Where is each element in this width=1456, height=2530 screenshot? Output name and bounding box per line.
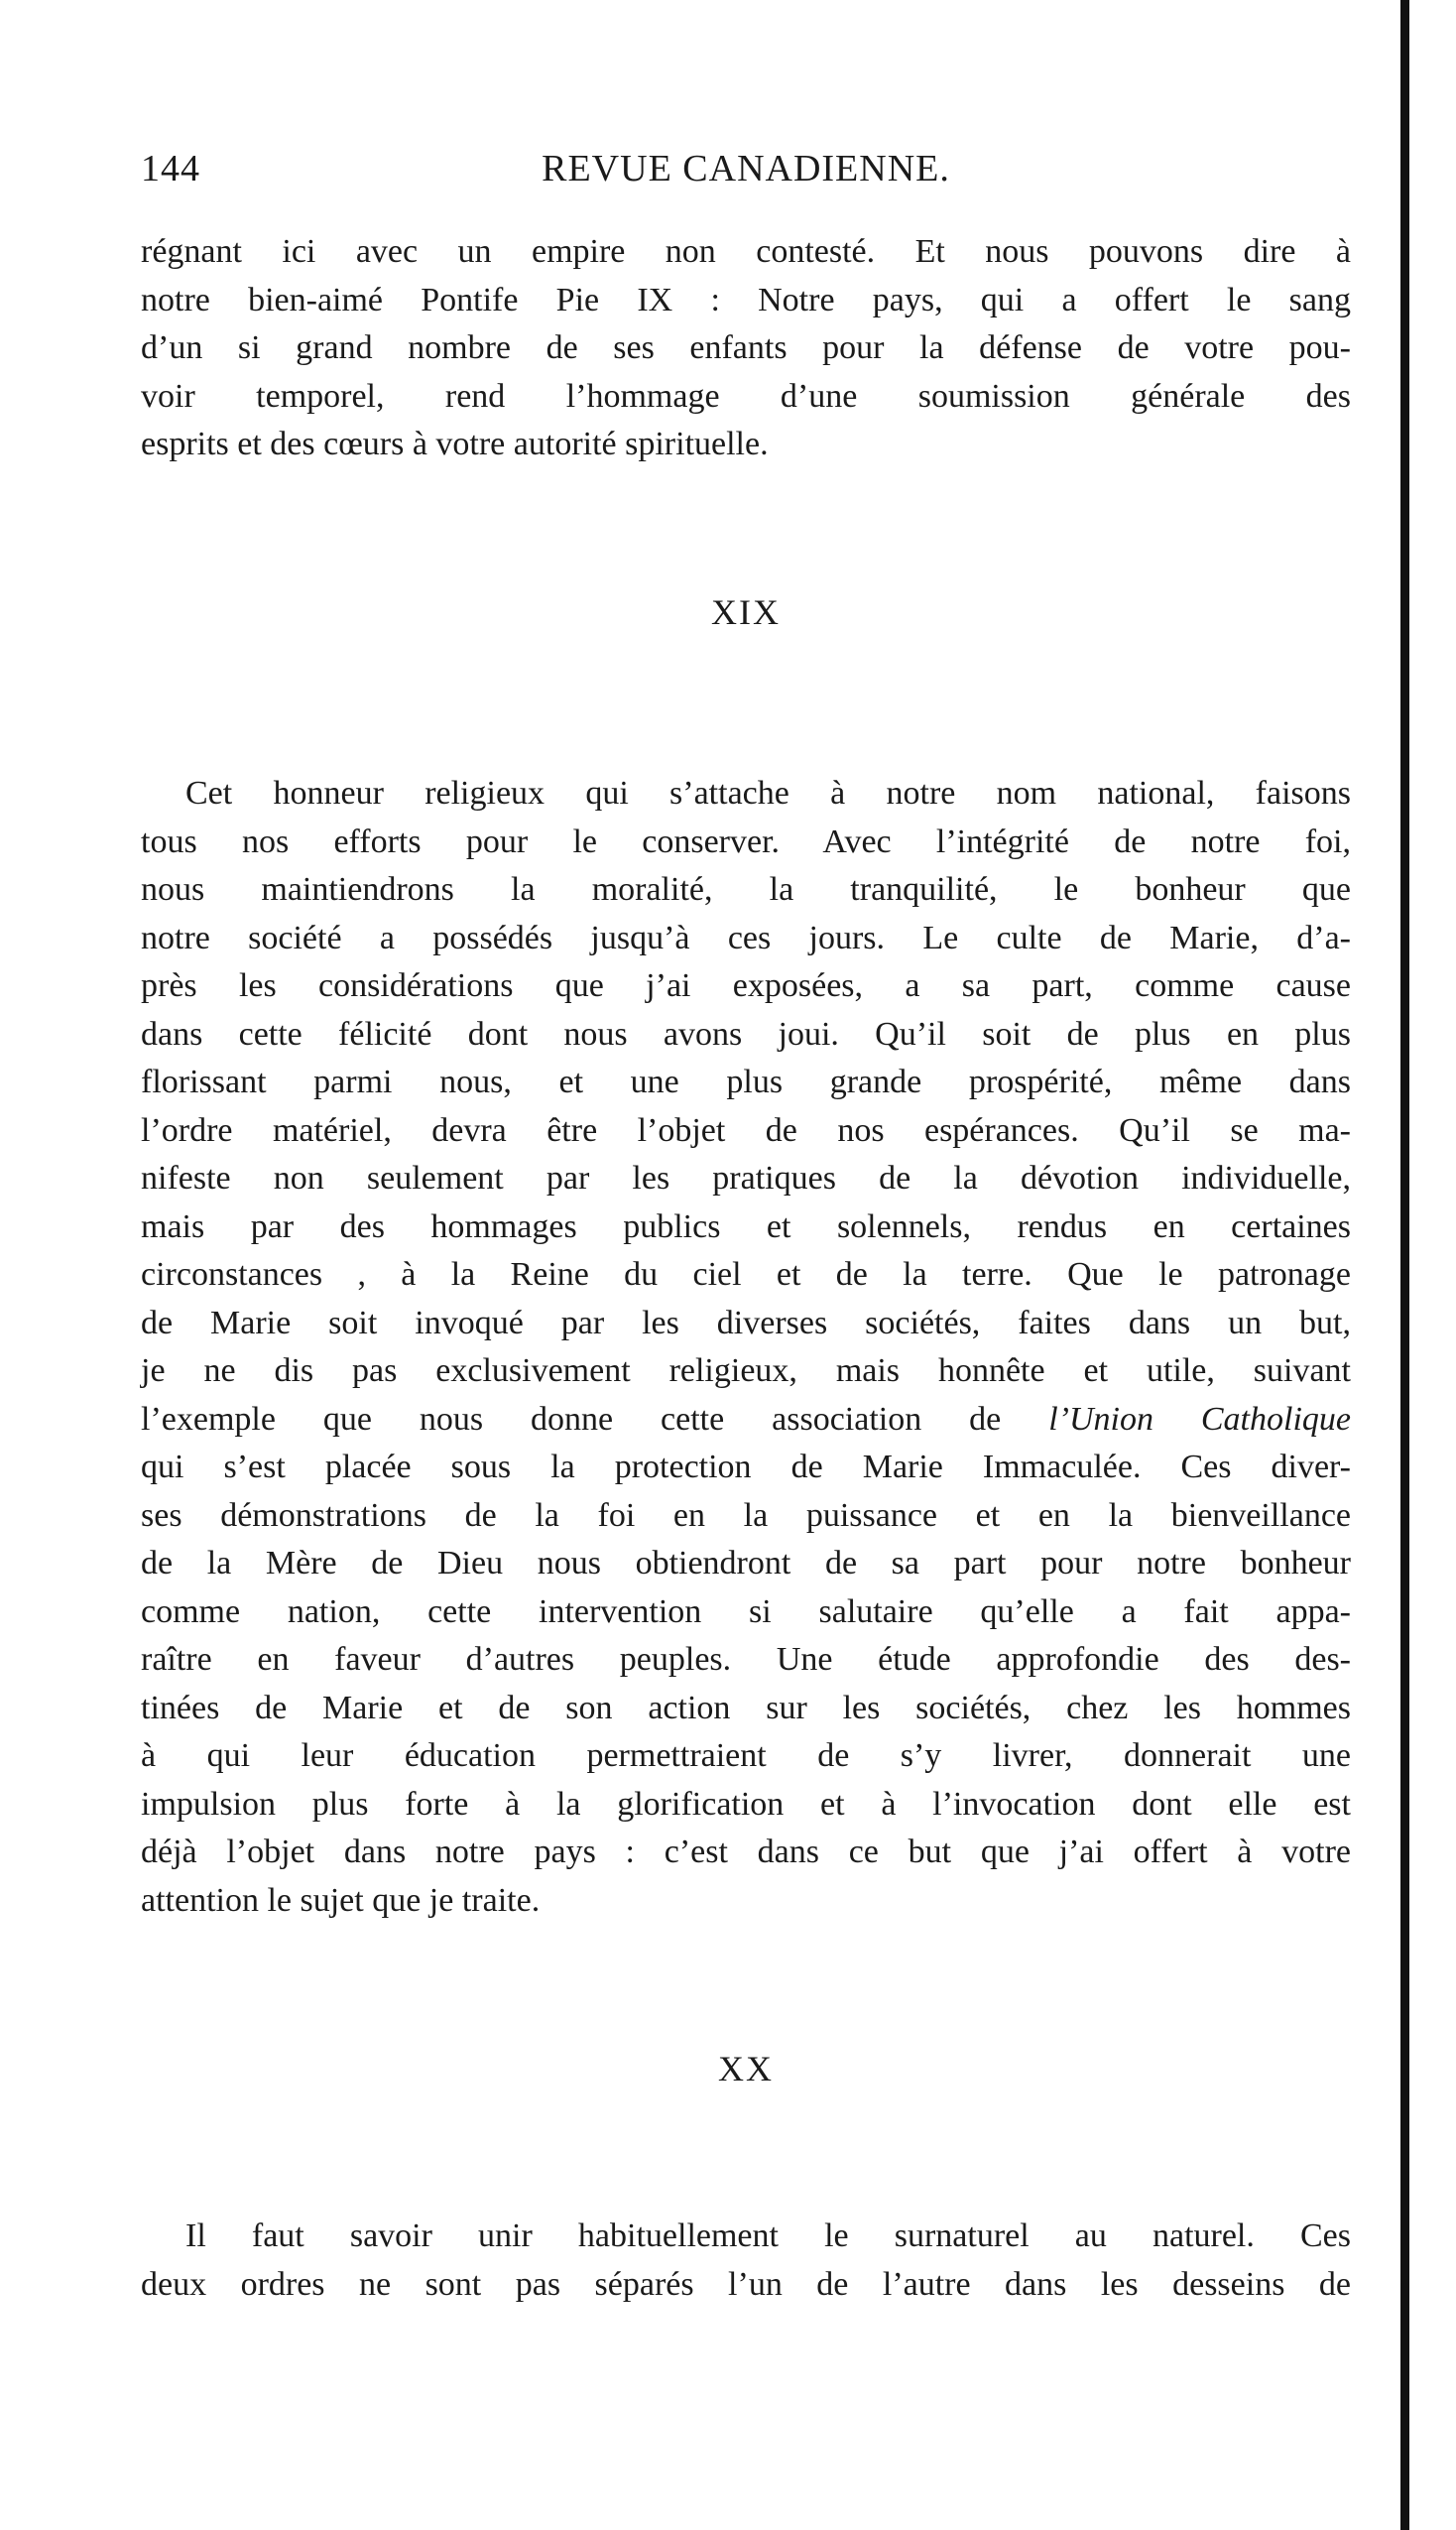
text-line: Cet honneur religieux qui s’attache à notre nom national, faisons	[185, 775, 1351, 812]
text-line: près les considérations que j’ai exposées, a sa part, comme cause	[141, 967, 1351, 1004]
text-line: ses démonstrations de la foi en la puissance et en la bienveillance	[141, 1496, 1351, 1534]
text-line-start: l’exemple que nous donne cette association de	[141, 1400, 1002, 1438]
text-line: circonstances , à la Reine du ciel et de la terre. Que le patronage	[141, 1256, 1351, 1293]
italic-title: l’Union Catholique	[1048, 1400, 1351, 1438]
running-title: REVUE CANADIENNE.	[542, 148, 950, 190]
section-heading-xx: XX	[718, 2049, 774, 2088]
text-line: nifeste non seulement par les pratiques de la dévotion individuelle,	[141, 1160, 1351, 1197]
text-line: voir temporel, rend l’hommage d’une soumission générale des	[141, 377, 1351, 415]
text-line: comme nation, cette intervention si salutaire qu’elle a fait appa-	[141, 1592, 1351, 1630]
text-line: dans cette félicité dont nous avons joui. Qu’il soit de plus en plus	[141, 1015, 1351, 1053]
page-number: 144	[141, 148, 200, 190]
text-line: Il faut savoir unir habituellement le surnaturel au naturel. Ces	[185, 2217, 1351, 2254]
text-line	[141, 1396, 1351, 1445]
text-line: je ne dis pas exclusivement religieux, mais honnête et utile, suivant	[141, 1352, 1351, 1389]
text-line: raître en faveur d’autres peuples. Une étude approfondie des des-	[141, 1641, 1351, 1678]
text-line: régnant ici avec un empire non contesté. Et nous pouvons dire à	[141, 233, 1351, 270]
section-heading-xix: XIX	[711, 592, 781, 632]
text-line: notre bien-aimé Pontife Pie IX : Notre pays, qui a offert le sang	[141, 281, 1351, 318]
text-line: de Marie soit invoqué par les diverses sociétés, faites dans un but,	[141, 1304, 1351, 1341]
text-line: tinées de Marie et de son action sur les sociétés, chez les hommes	[141, 1689, 1351, 1726]
paragraph-3	[141, 2213, 1351, 2309]
page-edge-rule	[1400, 0, 1409, 2530]
text-line: d’un si grand nombre de ses enfants pour la défense de votre pou-	[141, 329, 1351, 366]
text-line: nous maintiendrons la moralité, la tranquilité, le bonheur que	[141, 871, 1351, 908]
text-line: mais par des hommages publics et solennels, rendus en certaines	[141, 1207, 1351, 1245]
text-line: impulsion plus forte à la glorification et à l’invocation dont elle est	[141, 1785, 1351, 1823]
text-line: tous nos efforts pour le conserver. Avec l’intégrité de notre foi,	[141, 822, 1351, 860]
paragraph-1	[141, 228, 1351, 469]
page-header	[141, 147, 1351, 206]
text-line: attention le sujet que je traite.	[141, 1881, 541, 1919]
text-line: qui s’est placée sous la protection de Marie Immaculée. Ces diver-	[141, 1449, 1351, 1485]
text-line: florissant parmi nous, et une plus grande prospérité, même dans	[141, 1064, 1351, 1100]
paragraph-2	[141, 770, 1351, 1925]
text-line: l’ordre matériel, devra être l’objet de nos espérances. Qu’il se ma-	[141, 1111, 1351, 1149]
text-line: deux ordres ne sont pas séparés l’un de l’autre dans les desseins de	[141, 2265, 1351, 2303]
text-line: de la Mère de Dieu nous obtiendront de sa part pour notre bonheur	[141, 1545, 1351, 1581]
text-line: esprits et des cœurs à votre autorité spirituelle.	[141, 426, 769, 462]
text-line: notre société a possédés jusqu’à ces jours. Le culte de Marie, d’a-	[141, 919, 1351, 956]
text-line: à qui leur éducation permettraient de s’y livrer, donnerait une	[141, 1737, 1351, 1774]
text-line: déjà l’objet dans notre pays : c’est dans ce but que j’ai offert à votre	[141, 1834, 1351, 1870]
